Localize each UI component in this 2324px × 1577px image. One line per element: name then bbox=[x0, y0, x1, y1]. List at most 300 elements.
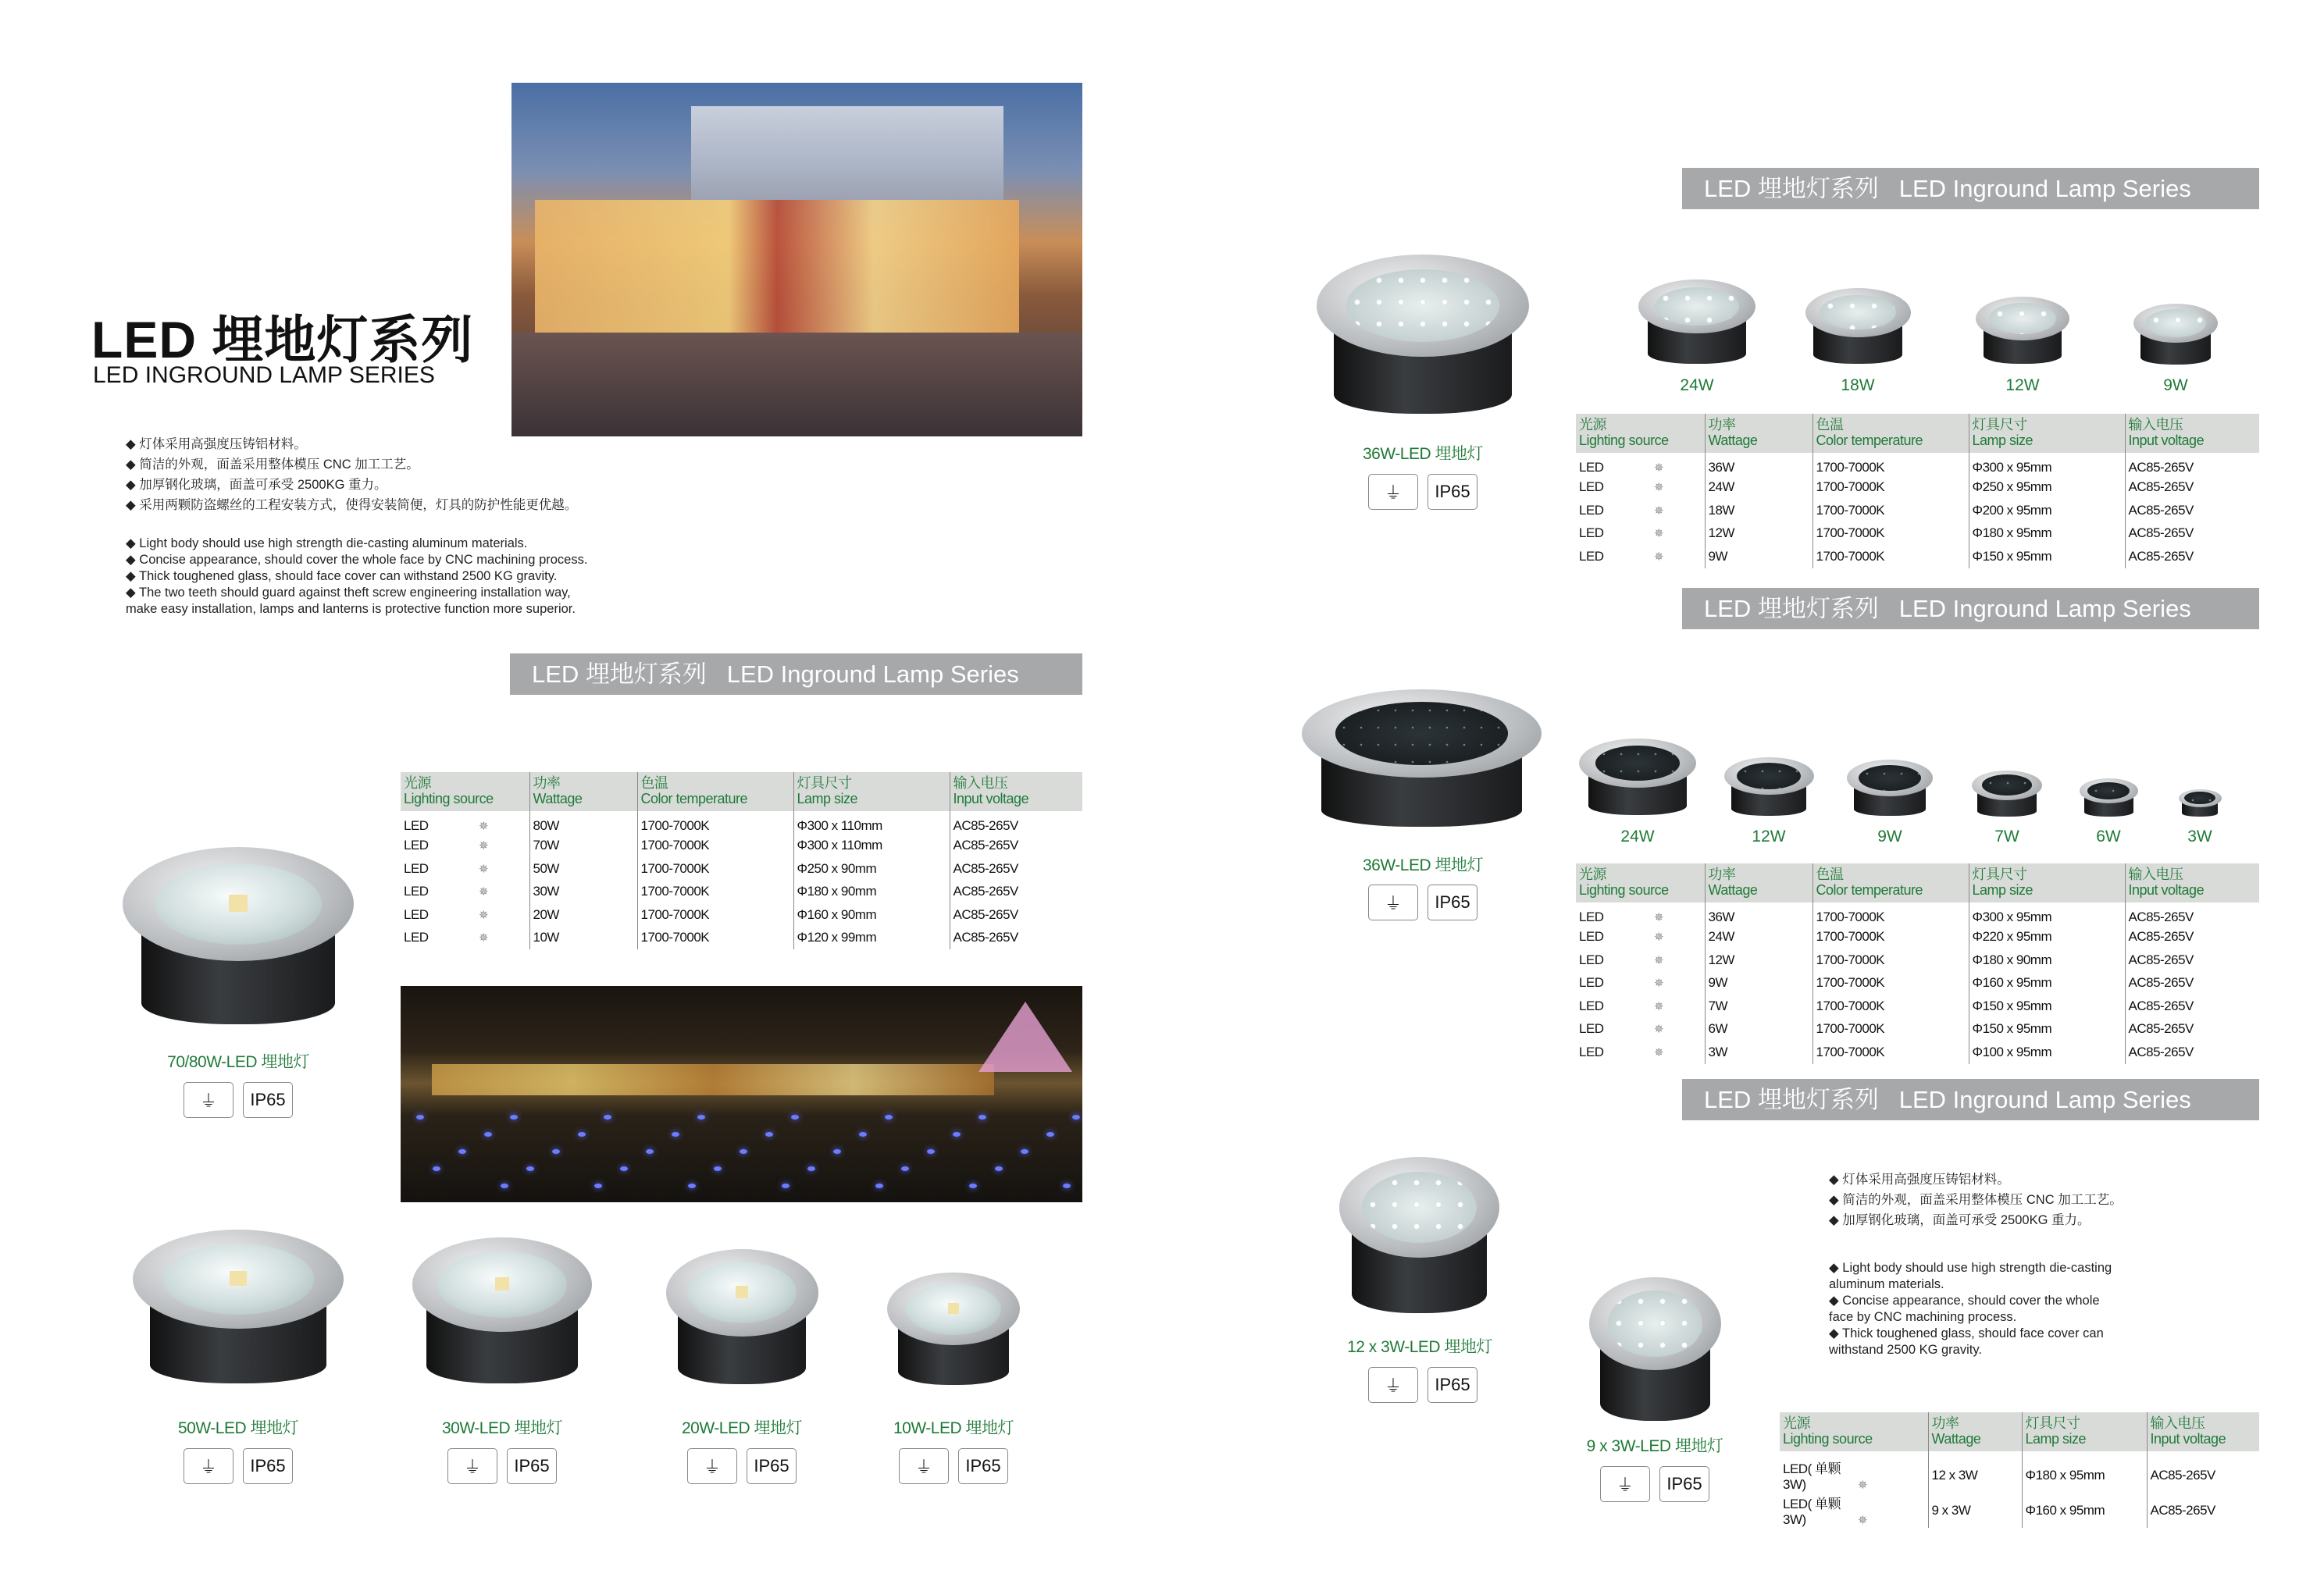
spec-table-table_r3 bbox=[1780, 1412, 2259, 1528]
lamp-glass bbox=[1335, 702, 1508, 765]
product-caption: 36W-LED 埋地灯 bbox=[1363, 445, 1483, 463]
light-bulb-icon: ✵ bbox=[1654, 461, 1664, 475]
lighting-source: LED( 单颗 3W) bbox=[1783, 1461, 1841, 1492]
series-banner: LED 埋地灯系列 LED Inground Lamp Series bbox=[1682, 588, 2259, 629]
ground-light-dot bbox=[995, 1166, 1003, 1171]
header-cn: 功率 bbox=[1708, 417, 1736, 433]
inground-lamp-image bbox=[412, 1237, 592, 1390]
features-cn-right bbox=[1829, 1169, 2123, 1230]
wattage-label: 7W bbox=[1994, 828, 2019, 845]
light-bulb-icon: ✵ bbox=[1654, 527, 1664, 541]
table-cell: Φ160 x 95mm bbox=[1969, 972, 2125, 995]
lighting-source: LED bbox=[1579, 548, 1604, 564]
lighting-source: LED bbox=[1579, 479, 1604, 495]
table-cell bbox=[401, 881, 529, 904]
header-cn: 光源 bbox=[1783, 1415, 1810, 1431]
ip65-badge: IP65 bbox=[507, 1448, 557, 1484]
cob-chip bbox=[229, 895, 248, 911]
header-en: Wattage bbox=[1931, 1431, 1981, 1447]
table-row bbox=[1576, 499, 2259, 522]
ground-light-dot bbox=[791, 1115, 799, 1120]
feature-item: ◆ 加厚钢化玻璃，面盖可承受 2500KG 重力。 bbox=[1829, 1210, 2123, 1230]
ground-light-dot bbox=[646, 1149, 654, 1154]
shopping-mall-night-photo bbox=[511, 83, 1082, 436]
spec-table-table_r1 bbox=[1576, 414, 2259, 568]
light-bulb-icon: ✵ bbox=[479, 885, 489, 899]
light-bulb-icon: ✵ bbox=[1858, 1514, 1868, 1527]
inground-lamp-image bbox=[123, 847, 354, 1031]
inground-lamp-image bbox=[1805, 288, 1911, 367]
table-cell: 36W bbox=[1705, 902, 1813, 926]
table-cell: Φ150 x 95mm bbox=[1969, 1018, 2125, 1041]
table-cell: Φ150 x 95mm bbox=[1969, 545, 2125, 568]
wattage-label: 9W bbox=[1877, 828, 1902, 845]
table-cell bbox=[1576, 902, 1705, 926]
table-cell: AC85-265V bbox=[950, 811, 1082, 835]
ground-light-dot bbox=[969, 1184, 977, 1188]
table-cell: AC85-265V bbox=[2147, 1493, 2259, 1528]
lighting-source: LED bbox=[404, 860, 429, 876]
ground-symbol-icon: ⏚ bbox=[184, 1448, 233, 1484]
header-en: Wattage bbox=[533, 791, 583, 806]
light-bulb-icon: ✵ bbox=[1654, 550, 1664, 564]
ip65-badge: IP65 bbox=[243, 1448, 293, 1484]
ground-light-dot bbox=[901, 1166, 909, 1171]
lamp-glass bbox=[1655, 287, 1739, 326]
column-header bbox=[1780, 1412, 1928, 1451]
ground-light-dot bbox=[697, 1115, 705, 1120]
ip65-badge: IP65 bbox=[747, 1448, 797, 1484]
lighting-source: LED bbox=[1579, 459, 1604, 475]
cob-chip bbox=[948, 1303, 959, 1314]
table-cell bbox=[1576, 1018, 1705, 1041]
header-en: Lighting source bbox=[1579, 882, 1669, 898]
light-bulb-icon: ✵ bbox=[479, 908, 489, 922]
table-cell: 1700-7000K bbox=[1813, 949, 1969, 972]
ground-light-dot bbox=[1072, 1115, 1080, 1120]
table-cell: Φ200 x 95mm bbox=[1969, 499, 2125, 522]
table-cell: 1700-7000K bbox=[637, 811, 793, 835]
features-cn-left bbox=[126, 434, 577, 515]
lighting-source: LED bbox=[1579, 952, 1604, 967]
table-row bbox=[1576, 1018, 2259, 1041]
table-row bbox=[401, 835, 1082, 858]
feature-item: ◆ 采用两颗防盗螺丝的工程安装方式，使得安装简便，灯具的防护性能更优越。 bbox=[126, 495, 577, 515]
product-caption: 30W-LED 埋地灯 bbox=[442, 1419, 562, 1437]
table-cell: 20W bbox=[529, 903, 637, 927]
ip65-badge: IP65 bbox=[1428, 474, 1477, 510]
table-cell: Φ250 x 90mm bbox=[793, 857, 950, 881]
ground-light-dot bbox=[458, 1149, 466, 1154]
header-en: Lighting source bbox=[1579, 433, 1669, 448]
feature-item: ◆ Concise appearance, should cover the whole face by CNC machining process. bbox=[126, 552, 587, 568]
ground-light-dot bbox=[672, 1132, 679, 1137]
header-cn: 光源 bbox=[404, 775, 431, 791]
feature-item: ◆ Thick toughened glass, should face cover can withstand 2500 KG gravity. bbox=[126, 568, 587, 585]
feature-item: ◆ Thick toughened glass, should face cover can bbox=[1829, 1326, 2112, 1342]
table-row bbox=[401, 811, 1082, 835]
table-cell: 1700-7000K bbox=[1813, 972, 1969, 995]
column-header bbox=[401, 772, 529, 811]
table-row bbox=[1780, 1451, 2259, 1493]
light-bulb-icon: ✵ bbox=[1654, 1023, 1664, 1037]
lighting-source: LED bbox=[1579, 1044, 1604, 1059]
ground-symbol-icon: ⏚ bbox=[687, 1448, 737, 1484]
certification-badges bbox=[184, 1082, 293, 1118]
wattage-label: 18W bbox=[1841, 376, 1875, 394]
feature-item: make easy installation, lamps and lanterns is protective function more superior. bbox=[126, 602, 576, 616]
table-cell: 24W bbox=[1705, 476, 1813, 500]
lamp-glass bbox=[2145, 309, 2206, 337]
lamp-glass bbox=[1346, 269, 1499, 342]
ground-light-dot bbox=[807, 1166, 815, 1171]
lighting-source: LED bbox=[1579, 1021, 1604, 1037]
ground-symbol-icon: ⏚ bbox=[899, 1448, 949, 1484]
wattage-label: 24W bbox=[1620, 828, 1655, 845]
column-header bbox=[1928, 1412, 2022, 1451]
lamp-glass bbox=[1608, 1290, 1703, 1356]
table-cell: 1700-7000K bbox=[1813, 1018, 1969, 1041]
table-row bbox=[1576, 972, 2259, 995]
page-subtitle: LED INGROUND LAMP SERIES bbox=[93, 362, 435, 388]
product-caption: 9 x 3W-LED 埋地灯 bbox=[1586, 1437, 1723, 1455]
table-cell bbox=[1576, 995, 1705, 1018]
table-cell bbox=[1780, 1493, 1928, 1528]
table-row bbox=[1576, 522, 2259, 546]
feature-item: ◆ 简洁的外观，面盖采用整体模压 CNC 加工工艺。 bbox=[1829, 1190, 2123, 1210]
column-header bbox=[1813, 414, 1969, 453]
header-en: Lamp size bbox=[1972, 882, 2034, 898]
table-cell: AC85-265V bbox=[2125, 1018, 2259, 1041]
table-cell: Φ250 x 95mm bbox=[1969, 476, 2125, 500]
product-caption: 70/80W-LED 埋地灯 bbox=[167, 1053, 309, 1071]
table-cell bbox=[1576, 1041, 1705, 1064]
light-bulb-icon: ✵ bbox=[1654, 931, 1664, 945]
header-cn: 色温 bbox=[640, 775, 668, 791]
light-bulb-icon: ✵ bbox=[1654, 977, 1664, 991]
table-cell: 70W bbox=[529, 835, 637, 858]
table-cell: 80W bbox=[529, 811, 637, 835]
light-bulb-icon: ✵ bbox=[479, 931, 489, 945]
feature-item: withstand 2500 KG gravity. bbox=[1829, 1343, 1982, 1357]
feature-item: ◆ 灯体采用高强度压铸铝材料。 bbox=[126, 434, 577, 454]
lighting-source: LED bbox=[404, 817, 429, 833]
table-row bbox=[1576, 926, 2259, 949]
ip65-badge: IP65 bbox=[1428, 1367, 1477, 1403]
certification-badges bbox=[447, 1448, 557, 1484]
product-caption: 36W-LED 埋地灯 bbox=[1363, 856, 1483, 874]
column-header bbox=[1705, 863, 1813, 902]
table-cell: AC85-265V bbox=[950, 903, 1082, 927]
product-caption: 50W-LED 埋地灯 bbox=[178, 1419, 298, 1437]
table-cell bbox=[1576, 499, 1705, 522]
lamp-glass bbox=[1820, 295, 1895, 330]
spec-table-table_r2 bbox=[1576, 863, 2259, 1064]
header-cn: 色温 bbox=[1816, 867, 1844, 882]
header-cn: 功率 bbox=[1708, 867, 1736, 882]
table-row bbox=[1576, 902, 2259, 926]
ground-light-dot bbox=[416, 1115, 424, 1120]
table-cell: Φ180 x 95mm bbox=[1969, 522, 2125, 546]
table-row bbox=[1576, 476, 2259, 500]
column-header bbox=[1576, 863, 1705, 902]
wattage-label: 3W bbox=[2187, 828, 2212, 845]
table-cell: 3W bbox=[1705, 1041, 1813, 1064]
table-cell: 6W bbox=[1705, 1018, 1813, 1041]
table-row bbox=[1576, 545, 2259, 568]
light-bulb-icon: ✵ bbox=[1654, 910, 1664, 924]
table-cell: AC85-265V bbox=[2125, 949, 2259, 972]
inground-lamp-image bbox=[1579, 739, 1696, 818]
table-row bbox=[1576, 949, 2259, 972]
ground-light-dot bbox=[1021, 1149, 1028, 1154]
header-cn: 灯具尺寸 bbox=[1972, 417, 2027, 433]
table-cell: AC85-265V bbox=[2125, 902, 2259, 926]
ground-light-dot bbox=[978, 1115, 986, 1120]
lamp-glass bbox=[1595, 746, 1680, 781]
inground-lamp-image bbox=[1339, 1157, 1499, 1319]
inground-lamp-image bbox=[2179, 789, 2222, 818]
feature-item: ◆ 加厚钢化玻璃，面盖可承受 2500KG 重力。 bbox=[126, 475, 577, 495]
ground-light-dot bbox=[875, 1184, 883, 1188]
table-cell: Φ300 x 110mm bbox=[793, 835, 950, 858]
product-caption: 12 x 3W-LED 埋地灯 bbox=[1347, 1338, 1492, 1356]
ip65-badge: IP65 bbox=[958, 1448, 1008, 1484]
table-cell: Φ120 x 99mm bbox=[793, 927, 950, 950]
table-row bbox=[401, 927, 1082, 950]
inground-lamp-image bbox=[1317, 255, 1529, 420]
table-cell: 1700-7000K bbox=[1813, 476, 1969, 500]
header-en: Lighting source bbox=[404, 791, 494, 806]
table-cell bbox=[401, 835, 529, 858]
table-row bbox=[401, 881, 1082, 904]
table-cell: Φ300 x 95mm bbox=[1969, 902, 2125, 926]
header-en: Input voltage bbox=[2128, 433, 2205, 448]
table-cell: AC85-265V bbox=[2125, 1041, 2259, 1064]
ground-light-dot bbox=[604, 1115, 611, 1120]
page-title: LED 埋地灯系列 bbox=[91, 311, 474, 368]
feature-item: aluminum materials. bbox=[1829, 1277, 1944, 1291]
wattage-label: 24W bbox=[1680, 376, 1714, 394]
inground-lamp-image bbox=[1302, 689, 1542, 832]
header-cn: 灯具尺寸 bbox=[1972, 867, 2027, 882]
table-cell: 12W bbox=[1705, 522, 1813, 546]
header-en: Lamp size bbox=[2025, 1431, 2087, 1447]
table-cell: 12W bbox=[1705, 949, 1813, 972]
table-cell bbox=[1576, 545, 1705, 568]
table-cell: 1700-7000K bbox=[1813, 499, 1969, 522]
table-cell bbox=[1576, 972, 1705, 995]
table-cell bbox=[401, 927, 529, 950]
certification-badges bbox=[687, 1448, 797, 1484]
feature-item: ◆ Light body should use high strength die-casting bbox=[1829, 1260, 2112, 1276]
header-cn: 灯具尺寸 bbox=[797, 775, 852, 791]
feature-item: face by CNC machining process. bbox=[1829, 1310, 2017, 1324]
table-cell: 1700-7000K bbox=[1813, 545, 1969, 568]
certification-badges bbox=[184, 1448, 293, 1484]
header-cn: 灯具尺寸 bbox=[2025, 1415, 2080, 1431]
feature-item: ◆ Light body should use high strength die-casting aluminum materials. bbox=[126, 536, 587, 552]
table-cell: 1700-7000K bbox=[1813, 1041, 1969, 1064]
column-header bbox=[1705, 414, 1813, 453]
inground-lamp-image bbox=[1976, 297, 2069, 367]
table-cell: Φ180 x 95mm bbox=[2022, 1451, 2147, 1493]
table-cell: 1700-7000K bbox=[1813, 522, 1969, 546]
ip65-badge: IP65 bbox=[243, 1082, 293, 1118]
cob-chip bbox=[230, 1271, 247, 1285]
inground-lamp-image bbox=[2080, 778, 2138, 818]
table-cell: 30W bbox=[529, 881, 637, 904]
table-cell: Φ160 x 90mm bbox=[793, 903, 950, 927]
wattage-label: 12W bbox=[2005, 376, 2040, 394]
ground-light-dot bbox=[1046, 1132, 1054, 1137]
series-banner: LED 埋地灯系列 LED Inground Lamp Series bbox=[1682, 168, 2259, 209]
table-row bbox=[401, 903, 1082, 927]
wattage-label: 9W bbox=[2163, 376, 2188, 394]
table-cell: AC85-265V bbox=[2125, 499, 2259, 522]
table-cell: AC85-265V bbox=[2125, 522, 2259, 546]
ground-light-dot bbox=[953, 1132, 961, 1137]
lighting-source: LED bbox=[404, 930, 429, 945]
ground-light-dot bbox=[484, 1132, 492, 1137]
light-bulb-icon: ✵ bbox=[1858, 1479, 1868, 1492]
certification-badges bbox=[1368, 474, 1477, 510]
table-cell: 18W bbox=[1705, 499, 1813, 522]
ground-light-dot bbox=[552, 1149, 560, 1154]
header-en: Input voltage bbox=[953, 791, 1029, 806]
certification-badges bbox=[1368, 885, 1477, 920]
inground-lamp-image bbox=[1724, 757, 1814, 818]
table-cell: Φ300 x 95mm bbox=[1969, 453, 2125, 476]
table-cell: 24W bbox=[1705, 926, 1813, 949]
header-en: Lamp size bbox=[1972, 433, 2034, 448]
feature-item: ◆ Concise appearance, should cover the whole bbox=[1829, 1293, 2112, 1309]
feature-item: ◆ 灯体采用高强度压铸铝材料。 bbox=[1829, 1169, 2123, 1190]
light-bulb-icon: ✵ bbox=[1654, 481, 1664, 495]
table-cell: 12 x 3W bbox=[1928, 1451, 2022, 1493]
lighting-source: LED bbox=[1579, 975, 1604, 991]
table-row bbox=[1576, 1041, 2259, 1064]
table-cell: 1700-7000K bbox=[1813, 902, 1969, 926]
header-en: Wattage bbox=[1708, 433, 1758, 448]
table-cell bbox=[1576, 949, 1705, 972]
product-caption: 20W-LED 埋地灯 bbox=[682, 1419, 802, 1437]
certification-badges bbox=[899, 1448, 1008, 1484]
light-bulb-icon: ✵ bbox=[479, 819, 489, 833]
ground-symbol-icon: ⏚ bbox=[1368, 1367, 1418, 1403]
table-row bbox=[1780, 1493, 2259, 1528]
column-header bbox=[637, 772, 793, 811]
inground-lamp-image bbox=[666, 1249, 818, 1390]
plaza-night-photo bbox=[401, 986, 1082, 1202]
lighting-source: LED bbox=[1579, 525, 1604, 541]
table-row bbox=[1576, 453, 2259, 476]
header-cn: 输入电压 bbox=[2150, 1415, 2205, 1431]
light-bulb-icon: ✵ bbox=[479, 839, 489, 853]
header-en: Color temperature bbox=[1816, 433, 1923, 448]
table-cell: AC85-265V bbox=[950, 881, 1082, 904]
table-cell: 1700-7000K bbox=[1813, 926, 1969, 949]
table-cell bbox=[401, 903, 529, 927]
header-en: Lamp size bbox=[797, 791, 858, 806]
ground-light-dot bbox=[510, 1115, 518, 1120]
table-cell: Φ180 x 90mm bbox=[793, 881, 950, 904]
lamp-glass bbox=[1859, 765, 1920, 791]
inground-lamp-image bbox=[1847, 760, 1933, 818]
lighting-source: LED bbox=[404, 838, 429, 853]
header-en: Wattage bbox=[1708, 882, 1758, 898]
ground-symbol-icon: ⏚ bbox=[1368, 474, 1418, 510]
lighting-source: LED bbox=[1579, 909, 1604, 924]
feature-item: ◆ 简洁的外观，面盖采用整体模压 CNC 加工工艺。 bbox=[126, 454, 577, 475]
header-en: Lighting source bbox=[1783, 1431, 1873, 1447]
column-header bbox=[1813, 863, 1969, 902]
cob-chip bbox=[495, 1277, 509, 1291]
table-cell: AC85-265V bbox=[2125, 476, 2259, 500]
table-cell: AC85-265V bbox=[950, 857, 1082, 881]
ground-symbol-icon: ⏚ bbox=[447, 1448, 497, 1484]
ground-light-dot bbox=[833, 1149, 841, 1154]
lamp-glass bbox=[2087, 782, 2130, 799]
ground-light-dot bbox=[688, 1184, 696, 1188]
cob-chip bbox=[736, 1286, 748, 1298]
inground-lamp-image bbox=[1638, 279, 1755, 368]
header-en: Input voltage bbox=[2150, 1431, 2226, 1447]
inground-lamp-image bbox=[1589, 1277, 1721, 1427]
lighting-source: LED bbox=[1579, 929, 1604, 945]
ground-symbol-icon: ⏚ bbox=[1368, 885, 1418, 920]
lighting-source: LED bbox=[404, 884, 429, 899]
ground-light-dot bbox=[714, 1166, 722, 1171]
header-en: Input voltage bbox=[2128, 882, 2205, 898]
table-cell: 36W bbox=[1705, 453, 1813, 476]
series-banner: LED 埋地灯系列 LED Inground Lamp Series bbox=[1682, 1079, 2259, 1120]
table-cell bbox=[401, 857, 529, 881]
ground-light-dot bbox=[620, 1166, 628, 1171]
column-header bbox=[2147, 1412, 2259, 1451]
header-cn: 输入电压 bbox=[2128, 867, 2183, 882]
light-bulb-icon: ✵ bbox=[479, 862, 489, 876]
table-cell: 1700-7000K bbox=[637, 835, 793, 858]
header-cn: 输入电压 bbox=[953, 775, 1008, 791]
lighting-source: LED bbox=[1579, 998, 1604, 1013]
inground-lamp-image bbox=[2133, 304, 2218, 367]
header-en: Color temperature bbox=[1816, 882, 1923, 898]
light-bulb-icon: ✵ bbox=[1654, 1045, 1664, 1059]
table-cell bbox=[1576, 453, 1705, 476]
product-caption: 10W-LED 埋地灯 bbox=[893, 1419, 1014, 1437]
features-en-left bbox=[126, 536, 587, 618]
column-header bbox=[950, 772, 1082, 811]
table-cell: 1700-7000K bbox=[1813, 453, 1969, 476]
table-cell: AC85-265V bbox=[2125, 926, 2259, 949]
table-cell: 7W bbox=[1705, 995, 1813, 1018]
inground-lamp-image bbox=[133, 1230, 344, 1390]
ground-light-dot bbox=[578, 1132, 586, 1137]
column-header bbox=[793, 772, 950, 811]
table-cell bbox=[1576, 476, 1705, 500]
light-bulb-icon: ✵ bbox=[1654, 999, 1664, 1013]
lighting-source: LED bbox=[1579, 502, 1604, 518]
table-cell: AC85-265V bbox=[2147, 1451, 2259, 1493]
table-cell: 9W bbox=[1705, 545, 1813, 568]
ground-light-dot bbox=[885, 1115, 893, 1120]
ground-light-dot bbox=[594, 1184, 602, 1188]
features-en-right bbox=[1829, 1260, 2112, 1358]
lighting-source: LED bbox=[404, 906, 429, 922]
table-cell bbox=[1576, 926, 1705, 949]
column-header bbox=[2125, 414, 2259, 453]
